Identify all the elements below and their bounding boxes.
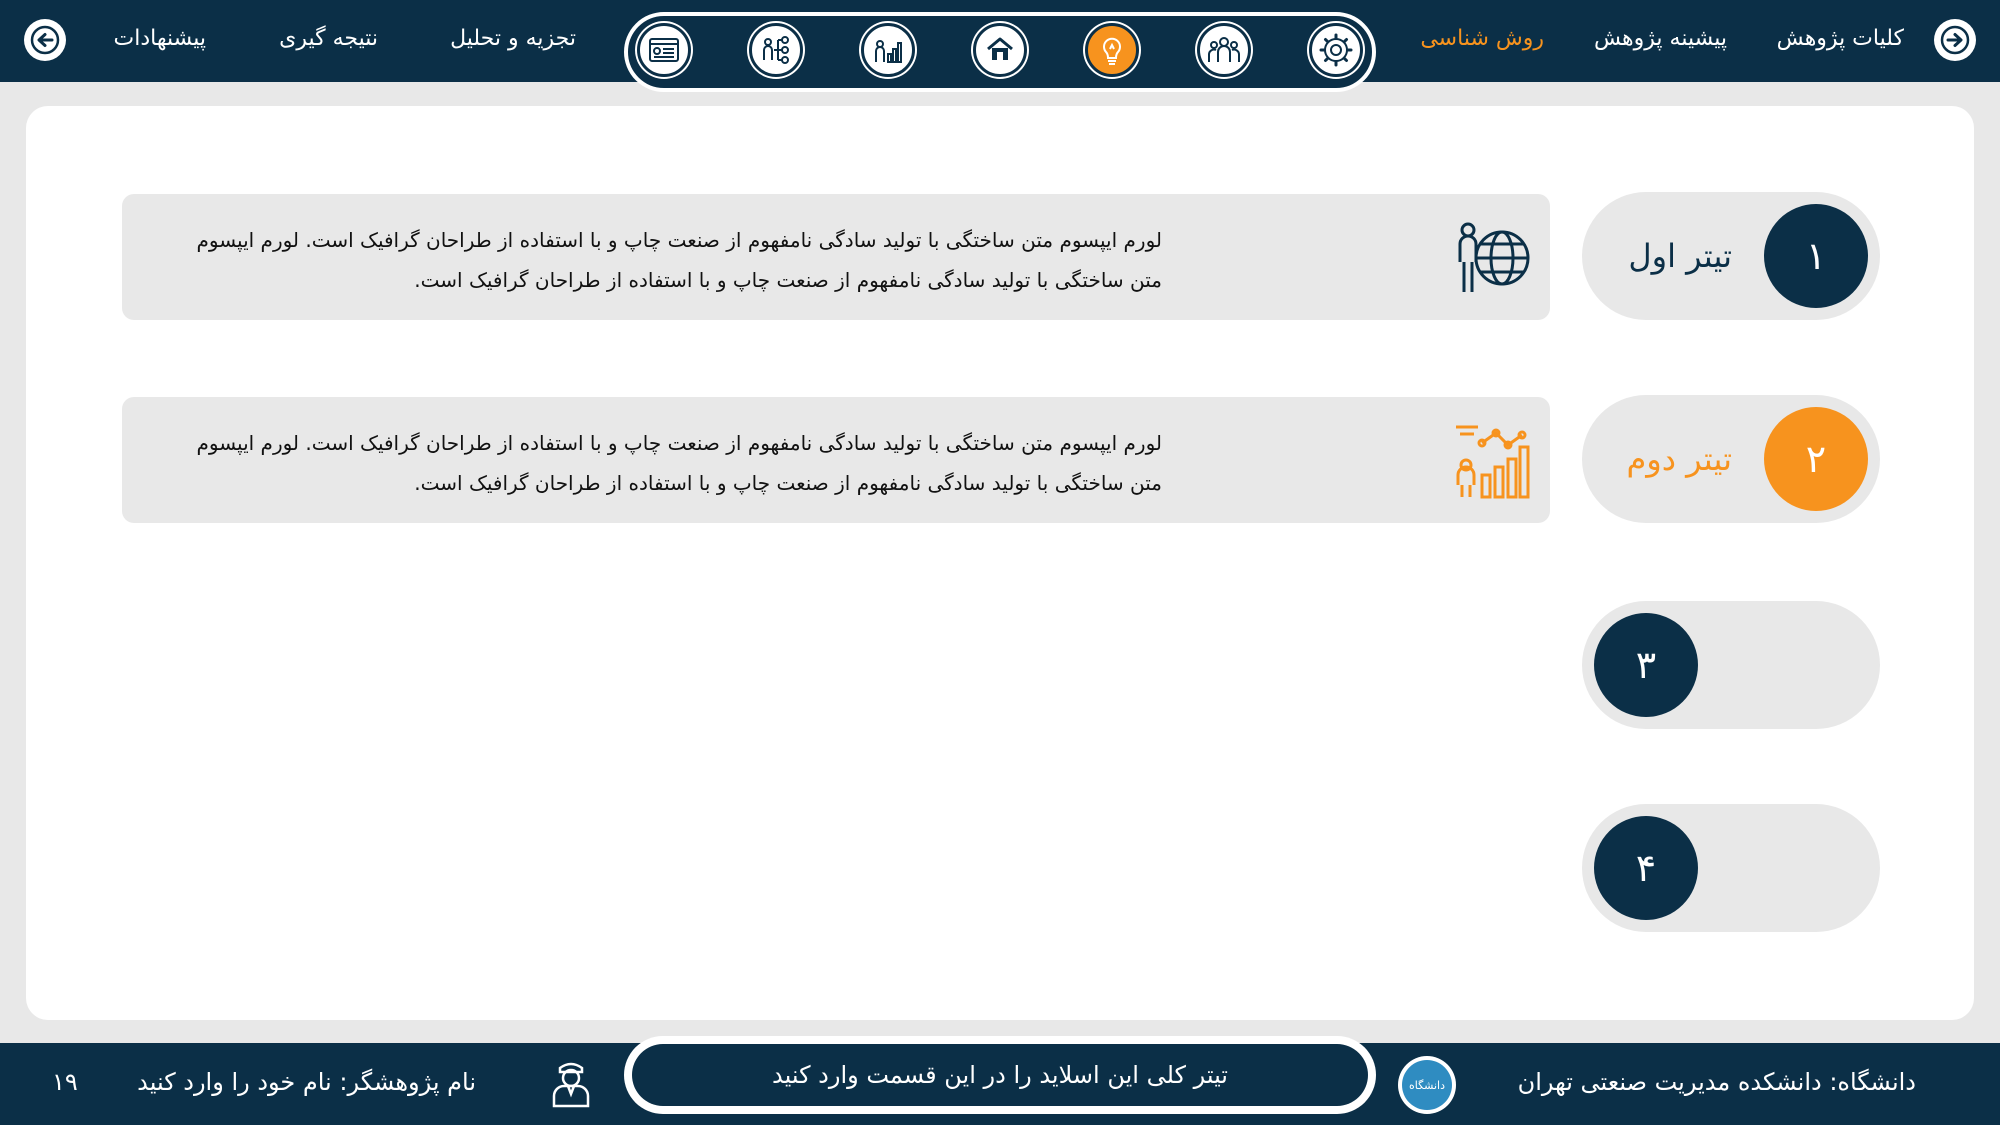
org-chart-icon [758, 32, 794, 68]
back-arrow-button[interactable] [24, 19, 66, 61]
item-2-text-box [122, 397, 1550, 523]
university-logo [1398, 1056, 1456, 1114]
nav-icon-home[interactable] [973, 23, 1027, 77]
nav-icon-org-chart[interactable] [749, 23, 803, 77]
researcher-icon [548, 1058, 594, 1108]
tab-item-2[interactable] [1582, 395, 1880, 523]
researcher-name[interactable]: نام پژوهشگر: نام خود را وارد کنید [137, 1068, 476, 1096]
item-1-description: لورم ایپسوم متن ساختگی با تولید سادگی نامفهوم از صنعت چاپ و با استفاده از طراحان گرافیک است. لورم ایپسوم متن ساختگی با تولید سادگی نامفهوم از صنعت چاپ و با استفاده از طراحان گرافیک است. [196, 228, 1162, 292]
slide-title-pill [624, 1036, 1376, 1114]
page-number: ۱۹ [52, 1068, 78, 1096]
nav-icon-growth[interactable] [861, 23, 915, 77]
content-card [26, 106, 1974, 1020]
team-icon [1206, 32, 1242, 68]
document-icon [646, 32, 682, 68]
settings-icon [1318, 32, 1354, 68]
nav-icon-idea[interactable] [1085, 23, 1139, 77]
nav-link-conclusion[interactable]: نتیجه گیری [279, 26, 378, 51]
university-logo-mark: دانشگاه [1402, 1060, 1452, 1110]
tab-item-3[interactable] [1582, 601, 1880, 729]
nav-icon-team[interactable] [1197, 23, 1251, 77]
university-label: دانشگاه: دانشکده مدیریت صنعتی تهران [1517, 1068, 1916, 1096]
person-globe-icon [1452, 218, 1532, 298]
idea-icon [1094, 32, 1130, 68]
nav-link-analysis[interactable]: تجزیه و تحلیل [450, 26, 576, 51]
nav-icon-document[interactable] [637, 23, 691, 77]
nav-link-literature-review[interactable]: پیشینه پژوهش [1594, 26, 1727, 51]
arrow-right-icon [1940, 25, 1970, 55]
next-arrow-button[interactable] [1934, 19, 1976, 61]
nav-link-suggestions[interactable]: پیشنهادات [113, 26, 206, 51]
tab-number-1: ۱ [1764, 204, 1868, 308]
nav-icon-settings[interactable] [1309, 23, 1363, 77]
slide-title[interactable]: تیتر کلی این اسلاید را در این قسمت وارد کنید [632, 1044, 1368, 1106]
tab-number-2: ۲ [1764, 407, 1868, 511]
item-1-text-box [122, 194, 1550, 320]
person-chart-icon [1452, 421, 1532, 501]
tab-number-3: ۳ [1594, 613, 1698, 717]
arrow-left-icon [30, 25, 60, 55]
item-2-description: لورم ایپسوم متن ساختگی با تولید سادگی نامفهوم از صنعت چاپ و با استفاده از طراحان گرافیک است. لورم ایپسوم متن ساختگی با تولید سادگی نامفهوم از صنعت چاپ و با استفاده از طراحان گرافیک است. [196, 431, 1162, 495]
tab-title-1: تیتر اول [1628, 237, 1732, 275]
nav-link-research-overview[interactable]: کلیات پژوهش [1776, 26, 1904, 51]
home-icon [982, 32, 1018, 68]
tab-item-1[interactable] [1582, 192, 1880, 320]
tab-number-4: ۴ [1594, 816, 1698, 920]
growth-icon [870, 32, 906, 68]
nav-link-methodology[interactable]: روش شناسی [1420, 26, 1544, 51]
tab-title-2: تیتر دوم [1626, 440, 1732, 478]
tab-item-4[interactable] [1582, 804, 1880, 932]
